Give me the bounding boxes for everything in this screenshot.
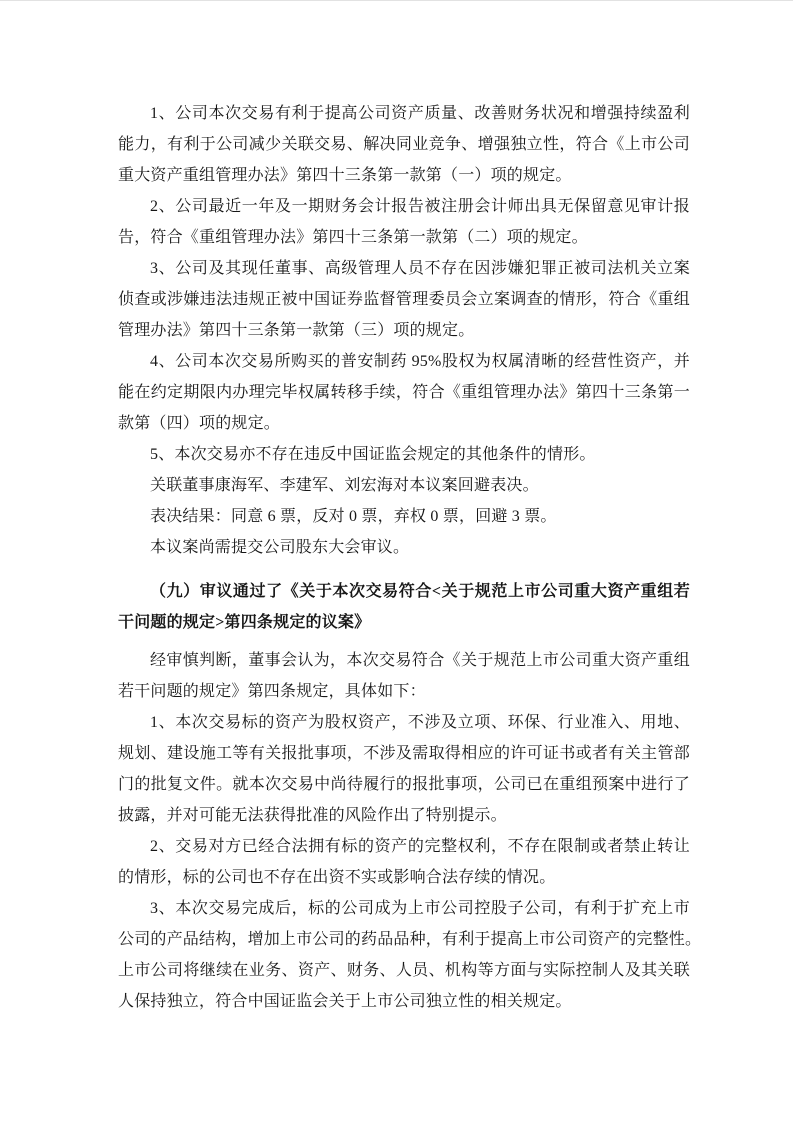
text-line: 2、公司最近一年及一期财务会计报告被注册会计师出具无保留意见审计报: [150, 198, 690, 215]
text-line: 关联董事康海军、李建军、刘宏海对本议案回避表决。: [150, 477, 539, 494]
document-body: [118, 98, 702, 1017]
text-line: 能力，有利于公司减少关联交易、解决同业竞争、增强独立性，符合《上市公司: [118, 136, 690, 153]
text-line: 公司的产品结构，增加上市公司的药品品种，有利于提高上市公司资产的完整性。: [118, 931, 702, 948]
text-line: 本议案尚需提交公司股东大会审议。: [150, 539, 410, 556]
text-line: 披露，并对可能无法获得批准的风险作出了特别提示。: [118, 807, 507, 824]
text-line: 门的批复文件。就本次交易中尚待履行的报批事项，公司已在重组预案中进行了: [118, 776, 690, 793]
text-line: 人保持独立，符合中国证监会关于上市公司独立性的相关规定。: [118, 993, 572, 1010]
text-line: 款第（四）项的规定。: [118, 415, 281, 432]
text-line: 管理办法》第四十三条第一款第（三）项的规定。: [118, 322, 475, 339]
heading-line: （九）审议通过了《关于本次交易符合<关于规范上市公司重大资产重组若: [150, 583, 690, 600]
text-line: 若干问题的规定》第四条规定，具体如下：: [118, 683, 426, 700]
text-line: 4、公司本次交易所购买的普安制药 95%股权为权属清晰的经营性资产，并: [150, 353, 690, 370]
text-line: 侦查或涉嫌违法违规正被中国证券监督管理委员会立案调查的情形，符合《重组: [118, 291, 690, 308]
text-line: 重大资产重组管理办法》第四十三条第一款第（一）项的规定。: [118, 167, 572, 184]
text-line: 5、本次交易亦不存在违反中国证监会规定的其他条件的情形。: [150, 446, 596, 463]
text-line: 表决结果：同意 6 票，反对 0 票，弃权 0 票，回避 3 票。: [150, 508, 557, 525]
text-line: 的情形，标的公司也不存在出资不实或影响合法存续的情况。: [118, 869, 556, 886]
text-line: 3、本次交易完成后，标的公司成为上市公司控股子公司，有利于扩充上市: [150, 900, 690, 917]
text-line: 2、交易对方已经合法拥有标的资产的完整权利，不存在限制或者禁止转让: [150, 838, 690, 855]
text-line: 规划、建设施工等有关报批事项，不涉及需取得相应的许可证书或者有关主管部: [118, 745, 690, 762]
text-line: 经审慎判断，董事会认为，本次交易符合《关于规范上市公司重大资产重组: [150, 652, 690, 669]
text-line: 上市公司将继续在业务、资产、财务、人员、机构等方面与实际控制人及其关联: [118, 962, 690, 979]
text-line: 能在约定期限内办理完毕权属转移手续，符合《重组管理办法》第四十三条第一: [118, 384, 690, 401]
text-line: 3、公司及其现任董事、高级管理人员不存在因涉嫌犯罪正被司法机关立案: [150, 260, 690, 277]
text-line: 1、公司本次交易有利于提高公司资产质量、改善财务状况和增强持续盈利: [150, 105, 690, 122]
text-line: 告，符合《重组管理办法》第四十三条第一款第（二）项的规定。: [118, 229, 588, 246]
text-line: 1、本次交易标的资产为股权资产，不涉及立项、环保、行业准入、用地、: [150, 714, 690, 731]
heading-line: 干问题的规定>第四条规定的议案》: [118, 614, 371, 631]
